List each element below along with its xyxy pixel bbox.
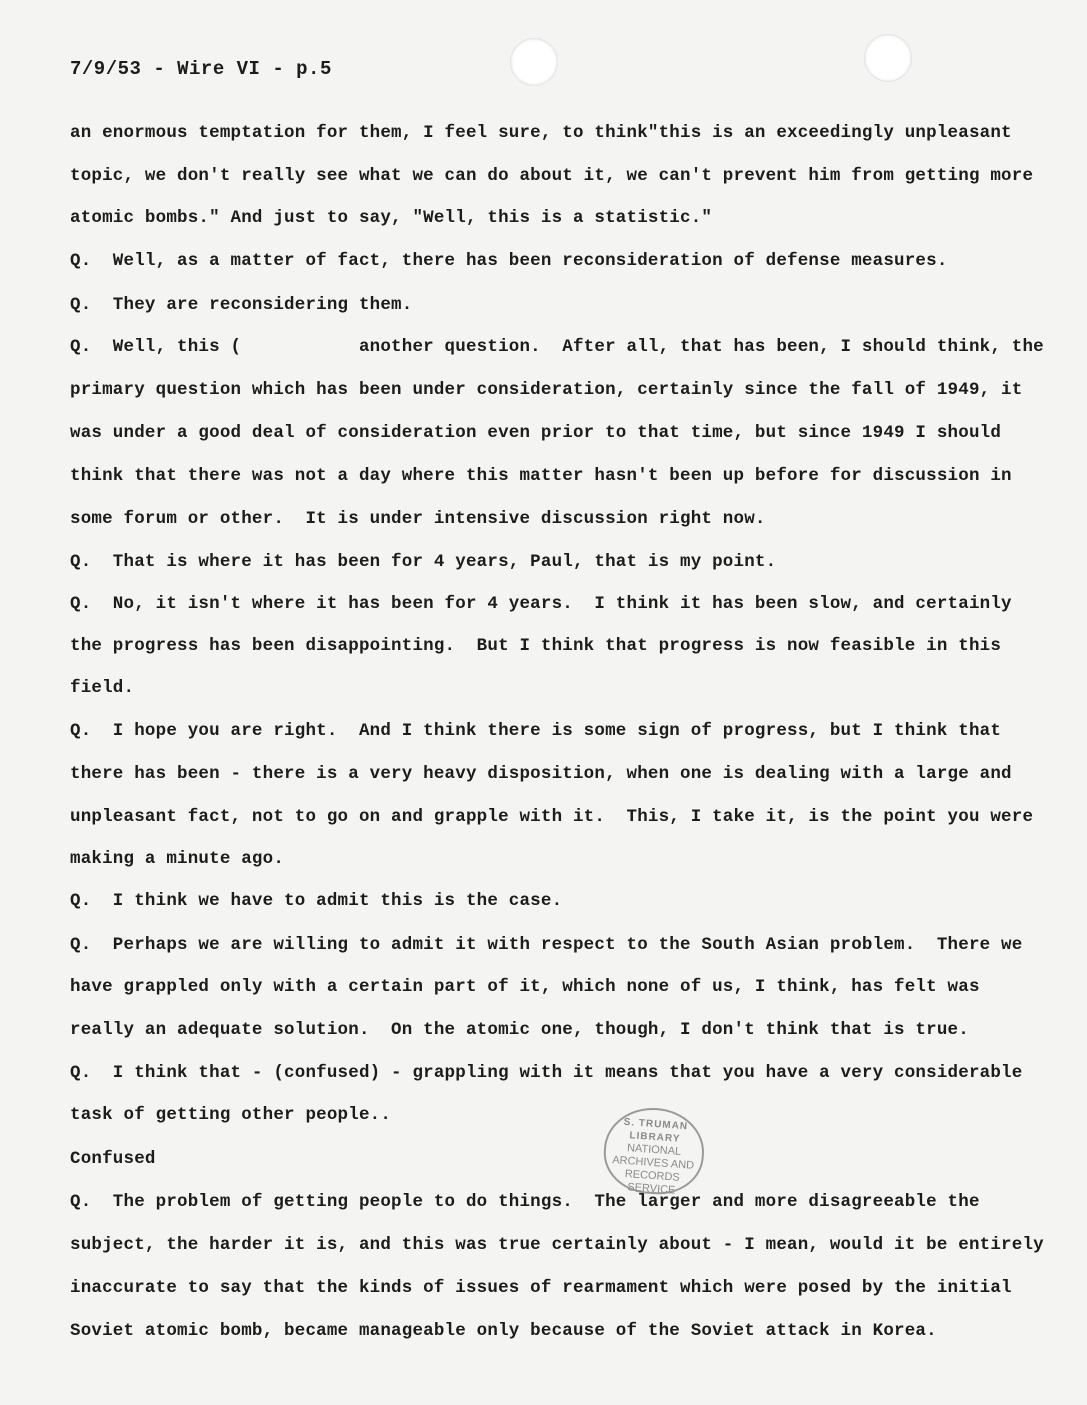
stamp-line: NATIONAL [626,1142,682,1158]
text-line: Confused [70,1149,156,1169]
text-line: was under a good deal of consideration even prior to that time, but since 1949 I should [70,423,1002,443]
stamp-line: ARCHIVES AND [611,1154,695,1172]
archive-stamp [601,1105,707,1198]
text-line: Q. They are reconsidering them. [70,295,413,315]
text-line: have grappled only with a certain part of it, which none of us, I think, has felt was [70,977,980,997]
text-line: unpleasant fact, not to go on and grapple with it. This, I take it, is the point you were [70,807,1034,827]
text-line: there has been - there is a very heavy disposition, when one is dealing with a large and [70,764,1012,784]
text-line: Q. I think we have to admit this is the case. [70,891,563,911]
text-line: Q. Well, as a matter of fact, there has been reconsideration of defense measures. [70,251,948,271]
text-line: some forum or other. It is under intensive discussion right now. [70,509,766,529]
text-line: topic, we don't really see what we can do about it, we can't prevent him from getting more [70,166,1034,186]
text-line: think that there was not a day where this matter hasn't been up before for discussion in [70,466,1012,486]
text-line: Q. That is where it has been for 4 years, Paul, that is my point. [70,552,777,572]
text-line: task of getting other people.. [70,1105,392,1125]
page-header: 7/9/53 - Wire VI - p.5 [70,58,332,80]
text-line: atomic bombs." And just to say, "Well, this is a statistic." [70,208,713,228]
text-line: an enormous temptation for them, I feel sure, to think"this is an exceedingly unpleasant [70,123,1012,143]
text-line: Q. Perhaps we are willing to admit it with respect to the South Asian problem. There we [70,935,1023,955]
text-line: subject, the harder it is, and this was true certainly about - I mean, would it be entirely [70,1235,1044,1255]
text-line: the progress has been disappointing. But I think that progress is now feasible in this [70,636,1002,656]
text-line: Soviet atomic bomb, became manageable only because of the Soviet attack in Korea. [70,1321,937,1341]
stamp-top-text: S. TRUMAN LIBRARY [623,1116,689,1145]
stamp-line: RECORDS [624,1168,681,1184]
text-line: primary question which has been under consideration, certainly since the fall of 1949, it [70,380,1023,400]
stamp-line: SERVICE [626,1181,676,1197]
text-line: making a minute ago. [70,849,285,869]
punch-hole-left [510,38,558,86]
text-line: Q. No, it isn't where it has been for 4 years. I think it has been slow, and certainly [70,594,1012,614]
text-line: Q. Well, this ( another question. After all, that has been, I should think, the [70,337,1044,357]
text-line: Q. I think that - (confused) - grappling with it means that you have a very considerable [70,1063,1023,1083]
text-line: field. [70,678,135,698]
text-line: Q. I hope you are right. And I think there is some sign of progress, but I think that [70,721,1002,741]
text-line: Q. The problem of getting people to do things. The larger and more disagreeable the [70,1192,980,1212]
text-line: really an adequate solution. On the atomic one, though, I don't think that is true. [70,1020,969,1040]
text-line: inaccurate to say that the kinds of issues of rearmament which were posed by the initial [70,1278,1012,1298]
punch-hole-right [864,34,912,82]
